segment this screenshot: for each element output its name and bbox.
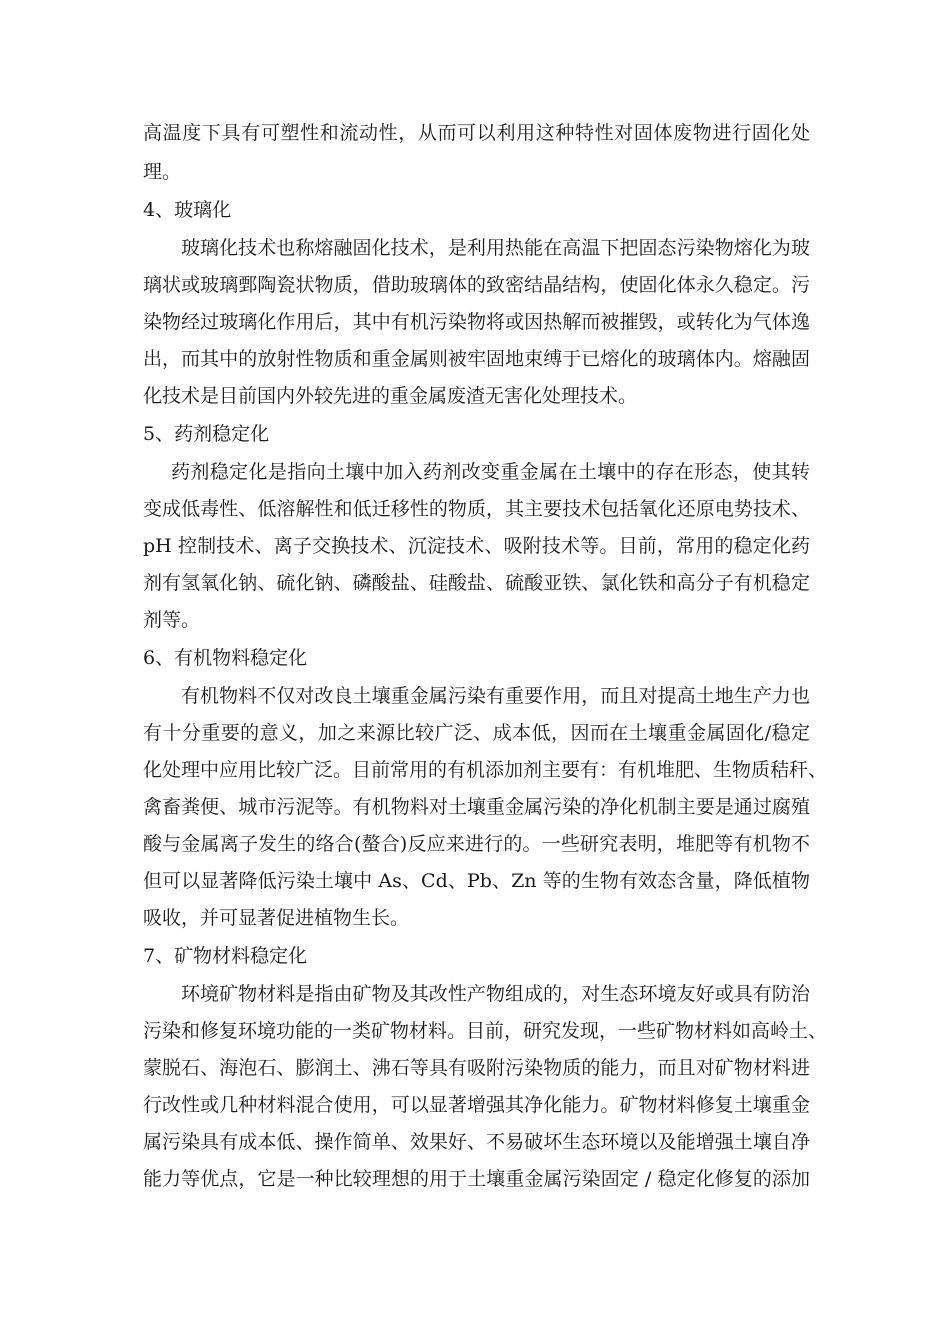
text-line: 高温度下具有可塑性和流动性，从而可以利用这种特性对固体废物进行固化处 <box>143 122 810 144</box>
text-line: 能力等优点，它是一种比较理想的用于土壤重金属污染固定 / 稳定化修复的添加 <box>143 1168 810 1190</box>
text-line: 剂等。 <box>143 609 201 631</box>
text-line: 化技术是目前国内外较先进的重金属废渣无害化处理技术。 <box>143 385 638 407</box>
text-line: 理。 <box>143 161 182 183</box>
text-line: 变成低毒性、低溶解性和低迁移性的物质，其主要技术包括氧化还原电势技术、 <box>143 498 810 520</box>
text-line: 染物经过玻璃化作用后，其中有机污染物将或因热解而被摧毁，或转化为气体逸 <box>143 311 810 333</box>
text-line: 环境矿物材料是指由矿物及其改性产物组成的，对生态环境友好或具有防治 <box>181 983 810 1005</box>
text-line: 属污染具有成本低、操作简单、效果好、不易破坏生态环境以及能增强土壤自净 <box>143 1131 810 1153</box>
text-line: 蒙脱石、海泡石、膨润土、沸石等具有吸附污染物质的能力，而且对矿物材料进 <box>143 1057 810 1079</box>
text-line: 璃状或玻璃鄄陶瓷状物质，借助玻璃体的致密结晶结构，使固化体永久稳定。污 <box>143 274 810 296</box>
text-line: 药剂稳定化是指向土壤中加入药剂改变重金属在土壤中的存在形态，使其转 <box>171 461 810 483</box>
text-line: 但可以显著降低污染土壤中 As、Cd、Pb、Zn 等的生物有效态含量，降低植物 <box>143 870 810 892</box>
section-heading-organic-stabilization: 6、有机物料稳定化 <box>143 647 308 669</box>
text-line: pH 控制技术、离子交换技术、沉淀技术、吸附技术等。目前，常用的稳定化药 <box>143 535 810 557</box>
text-line: 行改性或几种材料混合使用，可以显著增强其净化能力。矿物材料修复土壤重金 <box>143 1094 810 1116</box>
section-heading-chemical-stabilization: 5、药剂稳定化 <box>143 423 270 445</box>
text-line: 有十分重要的意义，加之来源比较广泛、成本低，因而在土壤重金属固化/稳定 <box>143 722 810 744</box>
text-line: 禽畜粪便、城市污泥等。有机物料对土壤重金属污染的净化机制主要是通过腐殖 <box>143 796 810 818</box>
text-line: 污染和修复环境功能的一类矿物材料。目前，研究发现，一些矿物材料如高岭土、 <box>143 1020 828 1042</box>
text-line: 出，而其中的放射性物质和重金属则被牢固地束缚于已熔化的玻璃体内。熔融固 <box>143 348 810 370</box>
text-line: 玻璃化技术也称熔融固化技术，是利用热能在高温下把固态污染物熔化为玻 <box>181 237 810 259</box>
text-line: 剂有氢氧化钠、硫化钠、磷酸盐、硅酸盐、硫酸亚铁、氯化铁和高分子有机稳定 <box>143 572 810 594</box>
text-line: 化处理中应用比较广泛。目前常用的有机添加剂主要有：有机堆肥、生物质秸秆、 <box>143 759 828 781</box>
text-line: 吸收，并可显著促进植物生长。 <box>143 907 410 929</box>
text-line: 有机物料不仅对改良土壤重金属污染有重要作用，而且对提高土地生产力也 <box>181 685 810 707</box>
text-line: 酸与金属离子发生的络合(螯合)反应来进行的。一些研究表明，堆肥等有机物不 <box>143 833 810 855</box>
section-heading-vitrification: 4、玻璃化 <box>143 199 232 221</box>
section-heading-mineral-stabilization: 7、矿物材料稳定化 <box>143 945 308 967</box>
